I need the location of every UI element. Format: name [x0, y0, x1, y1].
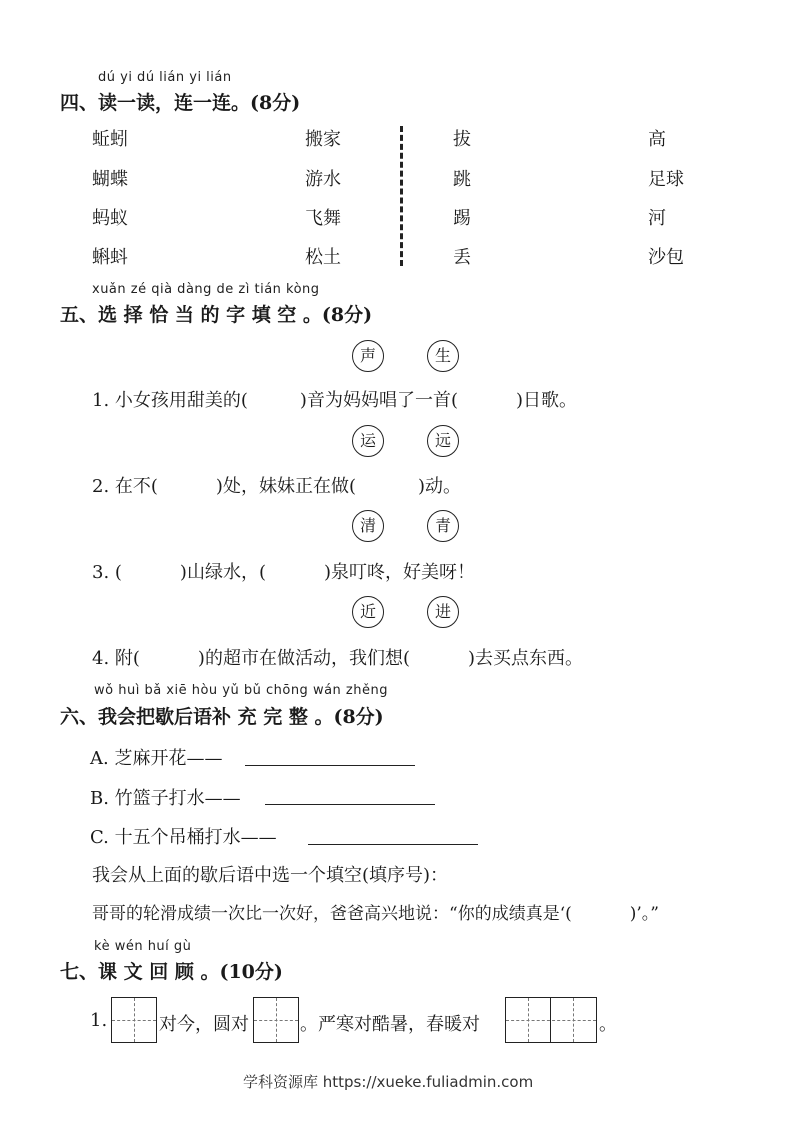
section7-pinyin: kè wén huí gù [94, 939, 192, 954]
answer-line[interactable] [245, 765, 415, 766]
idiom-item: C. 十五个吊桶打水—— [90, 827, 277, 848]
char-option: 清 [352, 510, 384, 542]
word-item[interactable]: 飞舞 [305, 208, 341, 229]
word-item[interactable]: 丢 [453, 247, 471, 268]
writing-box[interactable] [253, 997, 299, 1043]
char-option: 青 [427, 510, 459, 542]
instruction-text: 我会从上面的歇后语中选一个填空(填序号)： [92, 865, 449, 886]
question-3: 3. ( )山绿水，( )泉叮咚，好美呀！ [92, 562, 475, 583]
section5-title: 五、选 择 恰 当 的 字 填 空 。(8分) [60, 304, 373, 326]
word-item[interactable]: 游水 [305, 169, 341, 190]
word-item[interactable]: 蝴蝶 [92, 169, 128, 190]
word-item[interactable]: 踢 [453, 208, 471, 229]
question-1: 1. 小女孩用甜美的( )音为妈妈唱了一首( )日歌。 [92, 390, 577, 411]
word-item[interactable]: 蚯蚓 [92, 129, 128, 150]
answer-line[interactable] [308, 844, 478, 845]
section7-title: 七、课 文 回 顾 。(10分) [60, 961, 283, 983]
answer-line[interactable] [265, 804, 435, 805]
word-item[interactable]: 河 [648, 208, 666, 229]
char-option: 声 [352, 340, 384, 372]
section4-pinyin: dú yi dú lián yi lián [98, 70, 232, 85]
char-option: 生 [427, 340, 459, 372]
word-item[interactable]: 足球 [648, 169, 684, 190]
char-option: 远 [427, 425, 459, 457]
section6-pinyin: wǒ huì bǎ xiē hòu yǔ bǔ chōng wán zhěng [94, 683, 388, 698]
word-item[interactable]: 搬家 [305, 129, 341, 150]
word-item[interactable]: 拔 [453, 129, 471, 150]
writing-box[interactable] [505, 997, 597, 1043]
word-item[interactable]: 蚂蚁 [92, 208, 128, 229]
word-item[interactable]: 松土 [305, 247, 341, 268]
word-item[interactable]: 蝌蚪 [92, 247, 128, 268]
word-item[interactable]: 沙包 [648, 247, 684, 268]
word-item[interactable]: 跳 [453, 169, 471, 190]
char-option: 运 [352, 425, 384, 457]
idiom-item: B. 竹篮子打水—— [90, 788, 241, 809]
writing-box[interactable] [111, 997, 157, 1043]
couplet-text: 对今，圆对 [159, 1014, 249, 1035]
column-divider [400, 126, 403, 266]
word-item[interactable]: 高 [648, 129, 666, 150]
couplet-text: 。 [599, 1014, 617, 1035]
question-2: 2. 在不( )处，妹妹正在做( )动。 [92, 476, 461, 497]
section5-pinyin: xuǎn zé qià dàng de zì tián kòng [92, 282, 320, 297]
footer-watermark: 学科资源库 https://xueke.fuliadmin.com [243, 1073, 534, 1091]
section4-title: 四、读一读，连一连。(8分) [60, 92, 301, 114]
couplet-text: 。严寒对酷暑，春暖对 [300, 1014, 480, 1035]
section6-title: 六、我会把歇后语补 充 完 整 。(8分) [60, 706, 384, 728]
line-number: 1. [90, 1010, 108, 1031]
fill-sentence: 哥哥的轮滑成绩一次比一次好，爸爸高兴地说：“你的成绩真是‘( )’。” [92, 904, 659, 924]
question-4: 4. 附( )的超市在做活动，我们想( )去买点东西。 [92, 648, 583, 669]
char-option: 近 [352, 596, 384, 628]
char-option: 进 [427, 596, 459, 628]
idiom-item: A. 芝麻开花—— [90, 748, 223, 769]
